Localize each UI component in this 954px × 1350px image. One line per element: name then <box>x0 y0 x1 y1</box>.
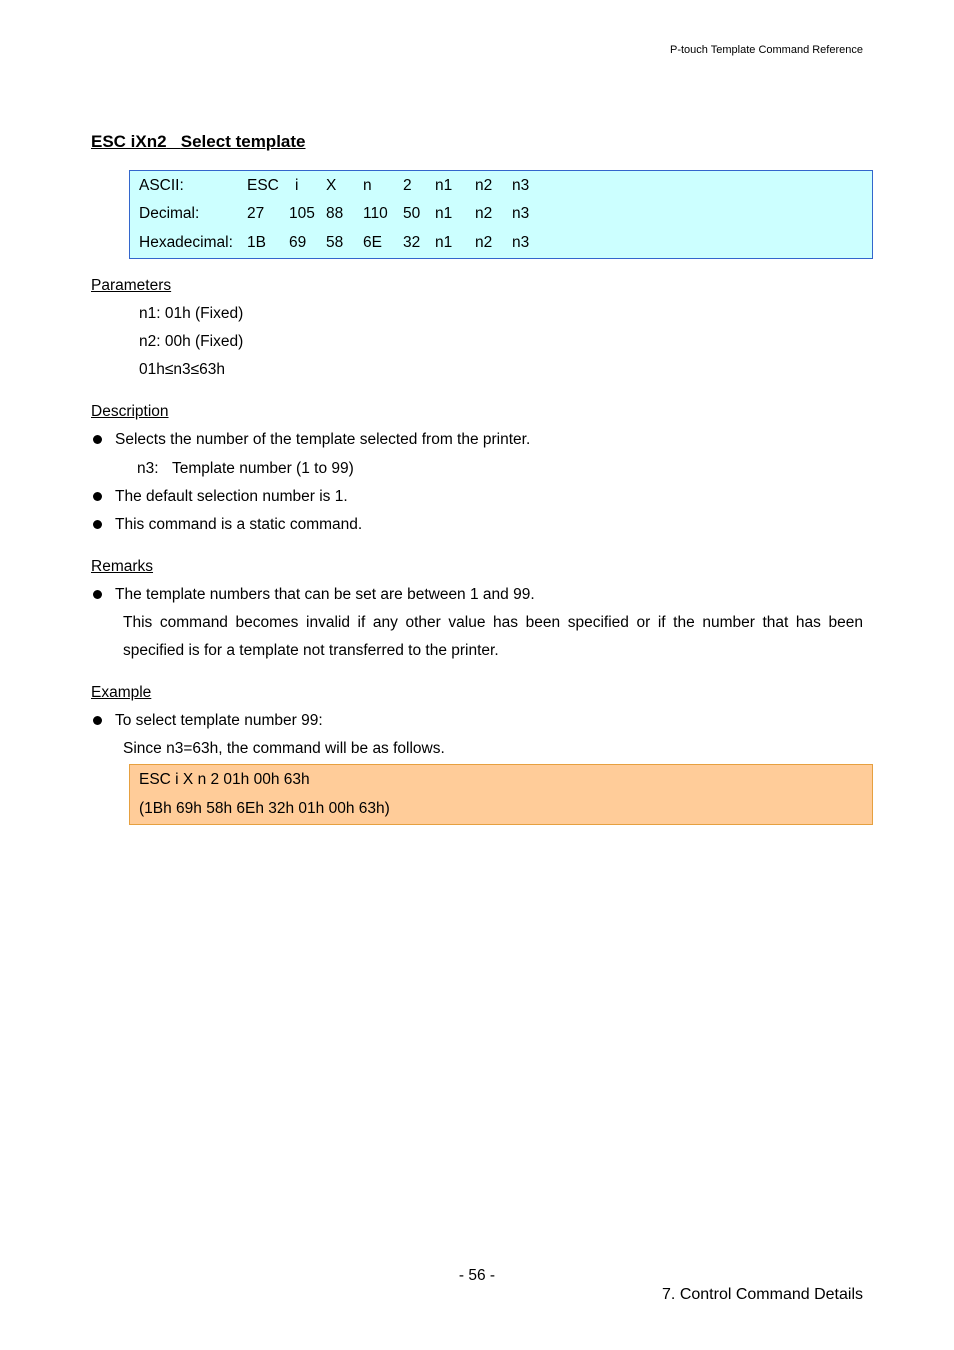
cell: X <box>326 177 337 194</box>
cell: n3 <box>512 177 530 194</box>
cell: ESC <box>247 177 279 194</box>
cell: 32 <box>403 234 421 251</box>
chapter-footer: 7. Control Command Details <box>662 1286 863 1303</box>
description-sub-text: Template number (1 to 99) <box>172 460 354 477</box>
page-number: - 56 - <box>458 1267 496 1284</box>
example-item: To select template number 99: <box>115 712 323 729</box>
cell: 88 <box>326 205 344 222</box>
cell: 58 <box>326 234 344 251</box>
bullet-icon <box>93 520 102 529</box>
parameter-line: 01h≤n3≤63h <box>139 361 225 378</box>
cell: n3 <box>512 234 530 251</box>
parameter-line: n2: 00h (Fixed) <box>139 333 244 350</box>
description-item: The default selection number is 1. <box>115 488 348 505</box>
example-code-line: (1Bh 69h 58h 6Eh 32h 01h 00h 63h) <box>139 800 390 817</box>
cell: n1 <box>435 205 453 222</box>
description-heading: Description <box>91 403 169 420</box>
description-item: This command is a static command. <box>115 516 363 533</box>
bullet-icon <box>93 590 102 599</box>
bullet-icon <box>93 716 102 725</box>
cell: n1 <box>435 177 453 194</box>
cell: n2 <box>475 234 493 251</box>
section-title <box>91 132 306 152</box>
bullet-icon <box>93 435 102 444</box>
example-code-box <box>129 764 873 825</box>
cell: n3 <box>512 205 530 222</box>
description-item: Selects the number of the template selected from the printer. <box>115 431 531 448</box>
title-command: ESC iXn2 <box>91 132 167 151</box>
cell: 2 <box>403 177 412 194</box>
description-sub-label: n3: <box>137 460 159 477</box>
running-header: P-touch Template Command Reference <box>669 44 863 56</box>
example-intro: Since n3=63h, the command will be as follows. <box>123 740 445 757</box>
remarks-paragraph-line: specified is for a template not transferred to the printer. <box>123 642 499 659</box>
parameter-line: n1: 01h (Fixed) <box>139 305 244 322</box>
row-label: Hexadecimal: <box>139 234 233 251</box>
cell: 110 <box>363 205 388 222</box>
cell: 105 <box>289 205 315 222</box>
command-table <box>129 170 873 259</box>
cell: n <box>363 177 372 194</box>
cell: 27 <box>247 205 265 222</box>
cell: n2 <box>475 177 493 194</box>
example-code-line: ESC i X n 2 01h 00h 63h <box>139 771 310 788</box>
cell: n1 <box>435 234 453 251</box>
bullet-icon <box>93 492 102 501</box>
remarks-heading: Remarks <box>91 558 154 575</box>
parameters-heading: Parameters <box>91 277 172 294</box>
cell: n2 <box>475 205 493 222</box>
cell: i <box>295 177 299 194</box>
title-name: Select template <box>180 132 306 151</box>
cell: 6E <box>363 234 382 251</box>
remarks-paragraph-line: This command becomes invalid if any other value has been specified or if the number that has been <box>123 614 863 631</box>
row-label: ASCII: <box>139 177 184 194</box>
remarks-item: The template numbers that can be set are between 1 and 99. <box>115 586 535 603</box>
example-heading: Example <box>91 684 152 701</box>
cell: 1B <box>247 234 266 251</box>
cell: 50 <box>403 205 421 222</box>
cell: 69 <box>289 234 307 251</box>
row-label: Decimal: <box>139 205 200 222</box>
